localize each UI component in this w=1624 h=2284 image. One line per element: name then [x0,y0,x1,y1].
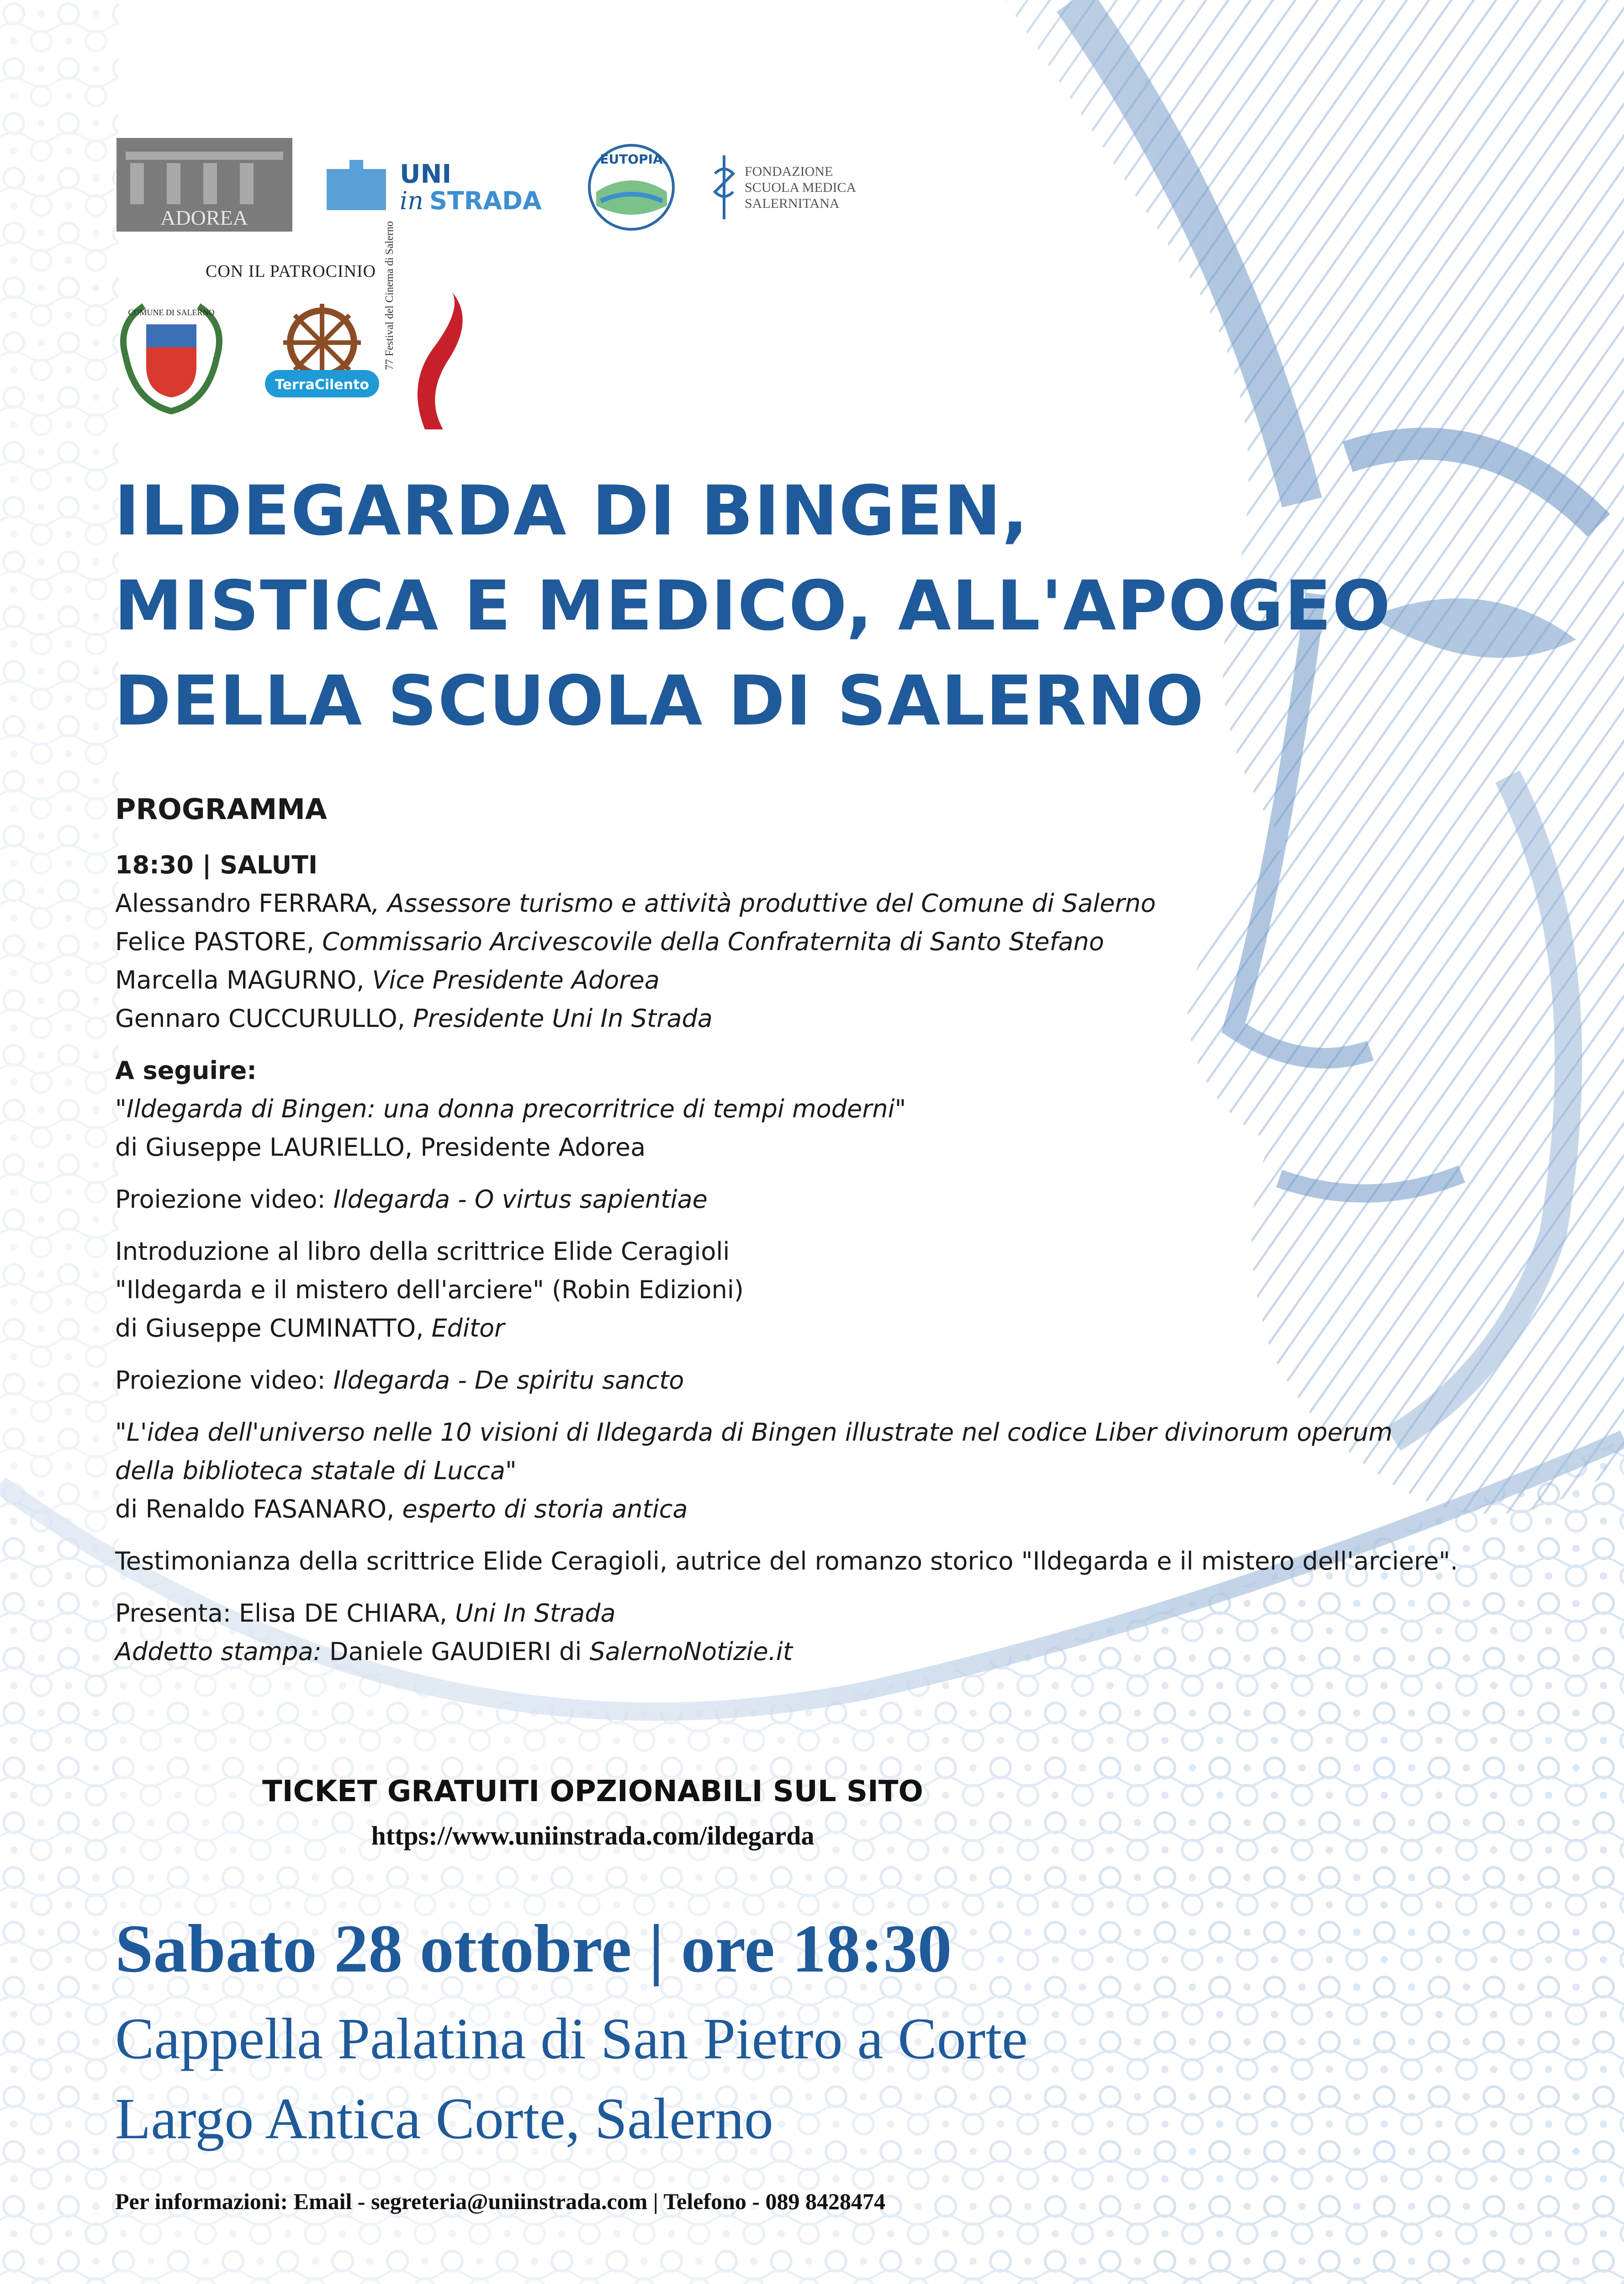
testimonianza: Testimonianza della scrittrice Elide Ceragioli, autrice del romanzo storico "Ildegarda e il mistero dell'arciere". [115,1547,1458,1576]
programme-heading: PROGRAMMA [115,793,327,826]
a-seguire-label: A seguire: [115,1056,257,1085]
svg-text:77 Festival del Cinema di Sale: 77 Festival del Cinema di Salerno [384,221,396,370]
speaker-line: Felice PASTORE, Commissario Arcivescovile della Confraternita di Santo Stefano [115,927,1104,956]
festival-cinema-salerno-logo [384,221,489,434]
video-1: Proiezione video: Ildegarda - O virtus sapientiae [115,1185,708,1214]
adorea-logo-text: ADOREA [160,206,248,229]
svg-text:SALERNITANA: SALERNITANA [745,196,840,211]
svg-text:EUTOPIA: EUTOPIA [600,152,663,167]
speaker-line: Alessandro FERRARA, Assessore turismo e attività produttive del Comune di Salerno [115,889,1156,918]
fondazione-scuola-medica-logo [706,146,870,228]
talk-speaker: di Giuseppe LAURIELLO, Presidente Adorea [115,1133,646,1162]
stampa-line: Addetto stampa: Daniele GAUDIERI di SalernoNotizie.it [115,1637,793,1666]
speaker-line: Gennaro CUCCURULLO, Presidente Uni In Strada [115,1004,713,1033]
svg-text:STRADA: STRADA [429,186,542,215]
terra-cilento-logo [260,301,384,416]
speaker-line: Marcella MAGURNO, Vice Presidente Adorea [115,966,660,994]
idea-speaker: di Renaldo FASANARO, esperto di storia antica [115,1495,688,1523]
comune-di-salerno-crest [116,297,226,420]
title-line-2: MISTICA E MEDICO, ALL'APOGEO [114,566,1391,646]
talk-title: "Ildegarda di Bingen: una donna precorritrice di tempi moderni" [115,1094,906,1123]
video-2: Proiezione video: Ildegarda - De spiritu sancto [115,1366,684,1395]
svg-text:TerraCilento: TerraCilento [275,377,369,393]
contact-info: Per informazioni: Email - segreteria@uniinstrada.com | Telefono - 089 8428474 [115,2189,886,2214]
title-line-1: ILDEGARDA DI BINGEN, [114,471,1029,551]
saluti-time: 18:30 | SALUTI [115,851,318,879]
presenta-line: Presenta: Elisa DE CHIARA, Uni In Strada [115,1599,616,1628]
libro-speaker: di Giuseppe CUMINATTO, Editor [115,1314,505,1343]
patrocinio-label: CON IL PATROCINIO [206,262,376,281]
ticket-heading: TICKET GRATUITI OPZIONABILI SUL SITO [262,1775,923,1808]
svg-text:UNI: UNI [400,159,452,189]
libro-block [115,1232,1531,1348]
svg-text:in: in [400,186,424,215]
libro-line-1: Introduzione al libro della scrittrice Elide Ceragioli [115,1237,730,1266]
adorea-logo [116,138,292,232]
event-title [114,464,1393,749]
saluti-block [115,846,1531,1038]
eutopia-logo [578,142,685,233]
idea-line-1: "L'idea dell'universo nelle 10 visioni di Ildegarda di Bingen illustrate nel codice Liber divinorum operum [115,1418,1393,1447]
svg-text:SCUOLA MEDICA: SCUOLA MEDICA [745,180,857,195]
event-address: Largo Antica Corte, Salerno [115,2086,773,2151]
credits-block [115,1594,1531,1671]
programme [115,790,1531,1685]
title-line-3: DELLA SCUOLA DI SALERNO [114,661,1205,741]
a-seguire-block [115,1052,1531,1167]
svg-text:FONDAZIONE: FONDAZIONE [745,164,833,179]
libro-line-2: "Ildegarda e il mistero dell'arciere" (Robin Edizioni) [115,1275,744,1304]
event-date: Sabato 28 ottobre | ore 18:30 [115,1911,952,1987]
event-venue: Cappella Palatina di San Pietro a Corte [115,2006,1028,2071]
idea-block [115,1413,1531,1528]
ticket-link[interactable]: https://www.uniinstrada.com/ildegarda [371,1821,815,1850]
uni-in-strada-logo [322,151,562,219]
idea-line-2: della biblioteca statale di Lucca" [115,1456,517,1485]
svg-text:COMUNE DI SALERNO: COMUNE DI SALERNO [128,308,215,317]
